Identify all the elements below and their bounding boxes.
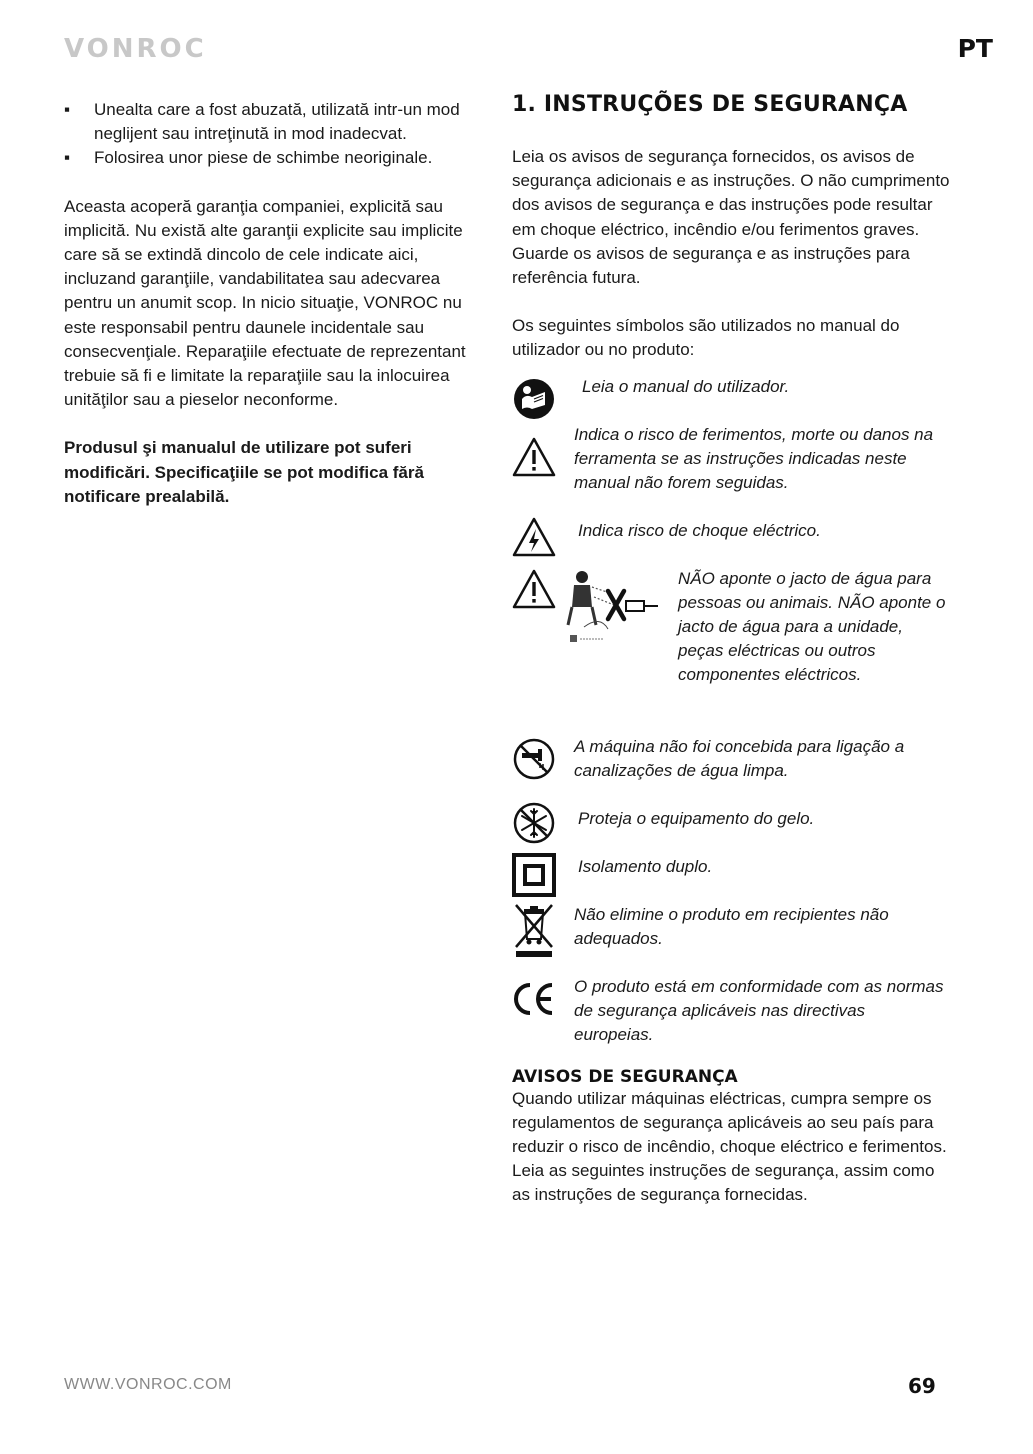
page-number: 69 <box>908 1374 936 1398</box>
double-insulation-icon <box>512 853 556 897</box>
list-item-text: Unealta care a fost abuzată, utilizată intr-un mod neglijent sau intreţinută in mod inadecvat. <box>94 100 460 144</box>
section-heading: 1. INSTRUÇÕES DE SEGURANÇA <box>512 92 908 117</box>
list-item <box>64 146 488 170</box>
bullet-icon: ▪ <box>64 100 71 119</box>
symbol-text: Isolamento duplo. <box>578 856 713 876</box>
symbol-text: Indica risco de choque eléctrico. <box>578 520 821 540</box>
no-water-jet-icon <box>564 567 664 651</box>
read-manual-icon <box>512 377 556 421</box>
symbol-text: Leia o manual do utilizador. <box>582 376 790 396</box>
warning-triangle-icon <box>512 437 556 477</box>
symbol-text: O produto está em conformidade com as normas de segurança aplicáveis nas directivas europeias. <box>574 976 944 1045</box>
closing-paragraph: Quando utilizar máquinas eléctricas, cumpra sempre os regulamentos de segurança aplicáveis ao seu país para reduzir o risco de incêndio, choque eléctrico e ferimentos. Leia as seguintes instruções de segurança, assim como as instruções de segurança fornecidas. <box>512 1088 947 1205</box>
electric-shock-icon <box>512 517 556 557</box>
symbol-text: Proteja o equipamento do gelo. <box>578 808 815 828</box>
subsection-heading: AVISOS DE SEGURANÇA <box>512 1066 738 1087</box>
footer-url: WWW.VONROC.COM <box>64 1376 232 1393</box>
symbol-text: Não elimine o produto em recipientes não adequados. <box>574 904 889 948</box>
list-item-text: Folosirea unor piese de schimbe neoriginale. <box>94 148 433 168</box>
weee-bin-icon <box>512 901 556 961</box>
list-item <box>64 98 488 146</box>
brand-logo: VONROC <box>64 34 207 64</box>
bullet-icon: ▪ <box>64 148 71 168</box>
symbols-intro: Os seguintes símbolos são utilizados no manual do utilizador ou no produto: <box>512 316 900 360</box>
no-tap-connection-icon <box>512 737 556 781</box>
language-code: PT <box>957 34 993 63</box>
symbol-text: Indica o risco de ferimentos, morte ou danos na ferramenta se as instruções indicadas neste manual não forem seguidas. <box>574 424 934 493</box>
protect-from-frost-icon <box>512 801 556 845</box>
right-column <box>512 92 952 1208</box>
symbols-list <box>512 375 952 1075</box>
intro-paragraph: Leia os avisos de segurança fornecidos, os avisos de segurança adicionais e as instruções. O não cumprimento dos avisos de segurança e das instruções pode resultar em choque eléctrico, incêndio e/ou ferimentos graves. Guarde os avisos de segurança e as instruções para referência futura. <box>512 147 950 288</box>
warranty-paragraph: Aceasta acoperă garanţia companiei, explicită sau implicită. Nu există alte garanţii explicite sau implicite care să se extindă dincolo de cele indicate aici, incluzand garanţiile, vandabilitatea sau adecvarea pentru un anumit scop. In nicio situaţie, VONROC nu este responsabil pentru daunele incidentale sau consecvenţiale. Reparaţiile efectuate de reprezentant trebuie să fi e limitate la reparaţiile sau la inlocuirea unităţilor sau a pieselor neconforme. <box>64 196 466 410</box>
symbol-text: NÃO aponte o jacto de água para pessoas ou animais. NÃO aponte o jacto de água para a unidade, peças eléctricas ou outros componentes eléctricos. <box>678 568 946 685</box>
ce-mark-icon <box>512 981 556 1017</box>
modification-note: Produsul şi manualul de utilizare pot suferi modificări. Specificaţiile se pot modifica fără notificare prealabilă. <box>64 438 424 506</box>
warning-triangle-icon <box>512 569 556 609</box>
left-column <box>64 98 488 509</box>
symbol-text: A máquina não foi concebida para ligação a canalizações de água limpa. <box>574 736 905 780</box>
warranty-exclusions-list <box>64 98 488 171</box>
